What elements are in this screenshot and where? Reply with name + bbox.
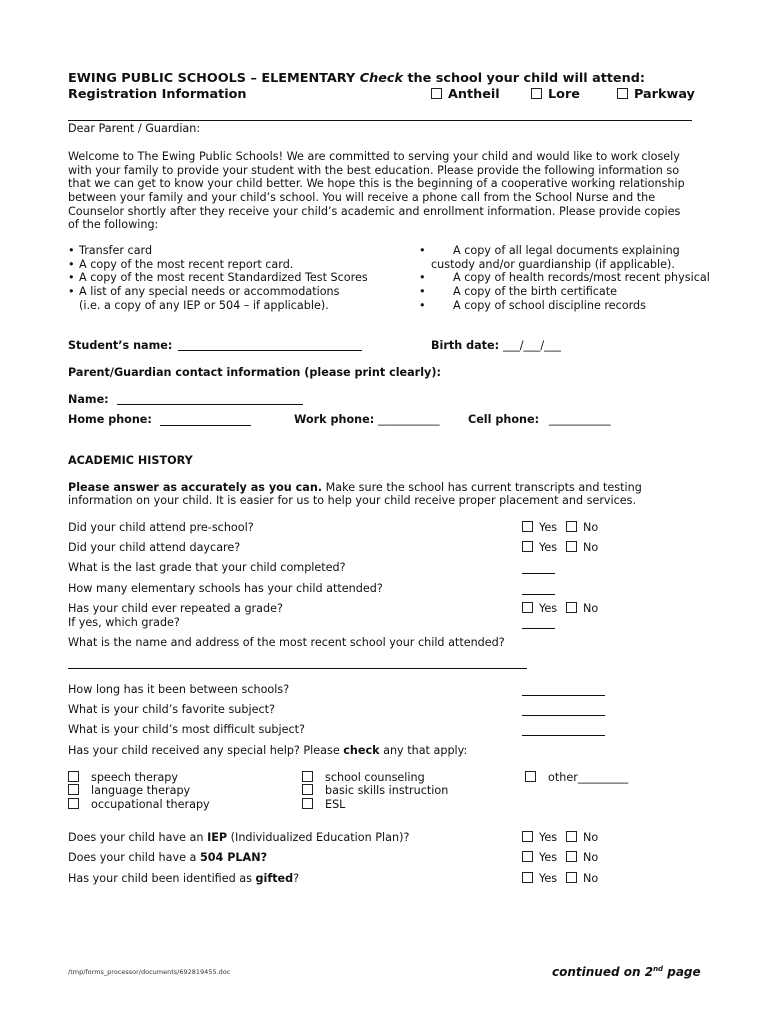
school-label: Lore	[548, 87, 580, 102]
document-list-item	[68, 271, 368, 285]
document-list-item	[419, 285, 617, 299]
yes-label: Yes	[539, 872, 558, 885]
gifted-bold: gifted	[255, 872, 294, 885]
student-name-field[interactable]	[178, 350, 362, 351]
continued-superscript: nd	[653, 965, 664, 973]
school-option-antheil[interactable]	[431, 88, 500, 102]
yes-label: Yes	[539, 851, 558, 864]
yes-option[interactable]	[522, 602, 557, 616]
special-help-text: Has your child received any special help? Please	[68, 744, 344, 757]
academic-history-heading: ACADEMIC HISTORY	[68, 454, 193, 467]
header-rule	[68, 120, 692, 121]
item-text: A copy of health records/most recent physical	[453, 271, 710, 284]
cell-phone-label: Cell phone:	[468, 413, 540, 426]
document-list-item	[68, 244, 152, 258]
which-grade-field[interactable]	[522, 628, 555, 629]
birth-date-field[interactable]: ___/___/___	[503, 339, 561, 352]
no-label: No	[583, 851, 599, 864]
help-option-other[interactable]	[525, 771, 628, 785]
parent-name-field[interactable]	[117, 404, 303, 405]
intro-line: between your family and your child’s school. You will receive a phone call from the School Nurse and the	[68, 191, 656, 204]
help-option-occupational-therapy[interactable]	[68, 798, 210, 812]
plan504-text: Does your child have a	[68, 851, 200, 864]
question-iep	[68, 831, 409, 845]
item-text: A copy of the birth certificate	[453, 285, 618, 298]
how-long-field[interactable]	[522, 695, 605, 696]
recent-school-field[interactable]	[68, 668, 527, 669]
continued-text-end: page	[663, 965, 701, 979]
school-label: Parkway	[634, 87, 695, 102]
help-label: ESL	[325, 798, 346, 811]
help-label: basic skills instruction	[325, 784, 449, 797]
checkbox-icon[interactable]	[525, 771, 536, 782]
difficult-subject-field[interactable]	[522, 735, 605, 736]
yes-label: Yes	[539, 541, 558, 554]
intro-line: Counselor shortly after they receive your child’s academic and enrollment information. Please provide copies	[68, 205, 681, 218]
last-grade-field[interactable]	[522, 573, 555, 574]
intro-line: of the following:	[68, 218, 159, 231]
continued-text: continued on 2	[552, 965, 654, 979]
no-option[interactable]	[566, 831, 598, 845]
checkbox-icon[interactable]	[522, 831, 533, 842]
question-favorite-subject: What is your child’s favorite subject?	[68, 703, 275, 716]
favorite-subject-field[interactable]	[522, 715, 605, 716]
checkbox-icon[interactable]	[431, 88, 442, 99]
school-option-parkway[interactable]	[617, 88, 695, 102]
checkbox-icon[interactable]	[522, 872, 533, 883]
no-option[interactable]	[566, 602, 598, 616]
document-list-item	[419, 271, 710, 285]
bullet-icon: •	[68, 271, 75, 284]
title-check-word: Check	[359, 71, 403, 86]
intro-line: that we can get to know your child better. We hope this is the beginning of a cooperative working relationship	[68, 177, 685, 190]
document-list-item	[68, 258, 293, 272]
question-how-long: How long has it been between schools?	[68, 683, 290, 696]
document-list-item	[419, 299, 646, 313]
no-option[interactable]	[566, 851, 598, 865]
help-label: language therapy	[91, 784, 191, 797]
gifted-text-end: ?	[293, 872, 300, 885]
iep-text-end: (Individualized Education Plan)?	[227, 831, 410, 844]
form-title	[68, 72, 645, 86]
continued-note	[552, 963, 701, 980]
intro-line: Welcome to The Ewing Public Schools! We are committed to serving your child and would like to work closely	[68, 150, 680, 163]
parent-name-label: Name:	[68, 393, 109, 406]
yes-option[interactable]	[522, 831, 557, 845]
instructions-rest: Make sure the school has current transcripts and testing	[322, 481, 642, 494]
yes-option[interactable]	[522, 541, 557, 555]
plan504-bold: 504 PLAN?	[199, 851, 268, 864]
contact-heading: Parent/Guardian contact information (please print clearly):	[68, 366, 441, 379]
document-list-item-continued: custody and/or guardianship (if applicable).	[431, 258, 675, 271]
document-list-item	[419, 244, 680, 258]
yes-label: Yes	[539, 602, 558, 615]
no-option[interactable]	[566, 872, 598, 886]
help-option-speech-therapy[interactable]	[68, 771, 178, 785]
question-last-grade: What is the last grade that your child completed?	[68, 561, 346, 574]
work-phone-field[interactable]: ___________	[378, 413, 440, 426]
checkbox-icon[interactable]	[566, 872, 577, 883]
student-name-label: Student’s name:	[68, 339, 173, 352]
intro-line: with your family to provide your student with the best education. Please provide the following information so	[68, 164, 680, 177]
question-how-many-schools: How many elementary schools has your child attended?	[68, 582, 383, 595]
question-recent-school: What is the name and address of the most recent school your child attended?	[68, 636, 505, 649]
question-which-grade: If yes, which grade?	[68, 616, 180, 629]
yes-option[interactable]	[522, 521, 557, 535]
item-text: A copy of the most recent report card.	[79, 258, 294, 271]
item-text: A list of any special needs or accommodations	[79, 285, 340, 298]
checkbox-icon[interactable]	[566, 831, 577, 842]
work-phone-label: Work phone:	[294, 413, 375, 426]
question-preschool: Did your child attend pre-school?	[68, 521, 254, 534]
item-text: Transfer card	[79, 244, 153, 257]
academic-instructions-line1	[68, 481, 642, 495]
question-repeated-grade: Has your child ever repeated a grade?	[68, 602, 283, 615]
item-text: A copy of the most recent Standardized Test Scores	[79, 271, 368, 284]
title-bold: EWING PUBLIC SCHOOLS – ELEMENTARY	[68, 71, 356, 86]
bullet-icon: •	[419, 299, 426, 312]
gifted-text: Has your child been identified as	[68, 872, 256, 885]
checkbox-icon[interactable]	[522, 602, 533, 613]
school-label: Antheil	[448, 87, 500, 102]
other-field[interactable]: _________	[577, 771, 629, 784]
greeting: Dear Parent / Guardian:	[68, 122, 201, 135]
title-rest: the school your child will attend:	[407, 71, 646, 86]
help-label: other	[548, 771, 578, 784]
no-option[interactable]	[566, 541, 598, 555]
checkbox-icon[interactable]	[522, 521, 533, 532]
special-help-check-word: check	[343, 744, 380, 757]
yes-label: Yes	[539, 831, 558, 844]
form-subtitle: Registration Information	[68, 87, 247, 102]
checkbox-icon[interactable]	[566, 851, 577, 862]
no-label: No	[583, 541, 599, 554]
help-option-basic-skills[interactable]	[302, 784, 448, 798]
bullet-icon: •	[419, 285, 426, 298]
checkbox-icon[interactable]	[617, 88, 628, 99]
cell-phone-field[interactable]: ___________	[549, 413, 611, 426]
checkbox-icon[interactable]	[68, 784, 79, 795]
help-option-language-therapy[interactable]	[68, 784, 190, 798]
checkbox-icon[interactable]	[566, 541, 577, 552]
checkbox-icon[interactable]	[302, 771, 313, 782]
no-label: No	[583, 831, 599, 844]
checkbox-icon[interactable]	[68, 798, 79, 809]
checkbox-icon[interactable]	[522, 541, 533, 552]
footer-file-path: /tmp/forms_processor/documents/692819455.doc	[68, 968, 231, 976]
school-option-lore[interactable]	[531, 88, 580, 102]
document-list-item-continued: (i.e. a copy of any IEP or 504 – if applicable).	[79, 299, 329, 312]
question-gifted	[68, 872, 299, 886]
question-daycare: Did your child attend daycare?	[68, 541, 241, 554]
iep-bold: IEP	[207, 831, 228, 844]
help-label: school counseling	[325, 771, 425, 784]
yes-label: Yes	[539, 521, 558, 534]
help-option-esl[interactable]	[302, 798, 345, 812]
iep-text: Does your child have an	[68, 831, 208, 844]
instructions-bold: Please answer as accurately as you can.	[68, 481, 323, 494]
bullet-icon: •	[68, 285, 75, 298]
checkbox-icon[interactable]	[566, 521, 577, 532]
bullet-icon: •	[68, 244, 75, 257]
no-label: No	[583, 872, 599, 885]
document-list-item	[68, 285, 339, 299]
yes-option[interactable]	[522, 872, 557, 886]
no-label: No	[583, 602, 599, 615]
question-difficult-subject: What is your child’s most difficult subject?	[68, 723, 305, 736]
item-text: A copy of all legal documents explaining	[453, 244, 680, 257]
checkbox-icon[interactable]	[566, 602, 577, 613]
checkbox-icon[interactable]	[302, 784, 313, 795]
special-help-text-end: any that apply:	[379, 744, 468, 757]
academic-instructions-line2: information on your child. It is easier for us to help your child receive proper placement and services.	[68, 494, 637, 507]
question-special-help	[68, 744, 467, 758]
item-text: A copy of school discipline records	[453, 299, 646, 312]
bullet-icon: •	[419, 244, 426, 257]
how-many-schools-field[interactable]	[522, 594, 555, 595]
bullet-icon: •	[419, 271, 426, 284]
home-phone-label: Home phone:	[68, 413, 152, 426]
question-504	[68, 851, 267, 865]
checkbox-icon[interactable]	[68, 771, 79, 782]
checkbox-icon[interactable]	[522, 851, 533, 862]
checkbox-icon[interactable]	[302, 798, 313, 809]
bullet-icon: •	[68, 258, 75, 271]
help-label: occupational therapy	[91, 798, 210, 811]
checkbox-icon[interactable]	[531, 88, 542, 99]
home-phone-field[interactable]	[160, 425, 251, 426]
yes-option[interactable]	[522, 851, 557, 865]
no-option[interactable]	[566, 521, 598, 535]
help-label: speech therapy	[91, 771, 179, 784]
help-option-school-counseling[interactable]	[302, 771, 425, 785]
birth-date-label: Birth date:	[431, 339, 500, 352]
no-label: No	[583, 521, 599, 534]
